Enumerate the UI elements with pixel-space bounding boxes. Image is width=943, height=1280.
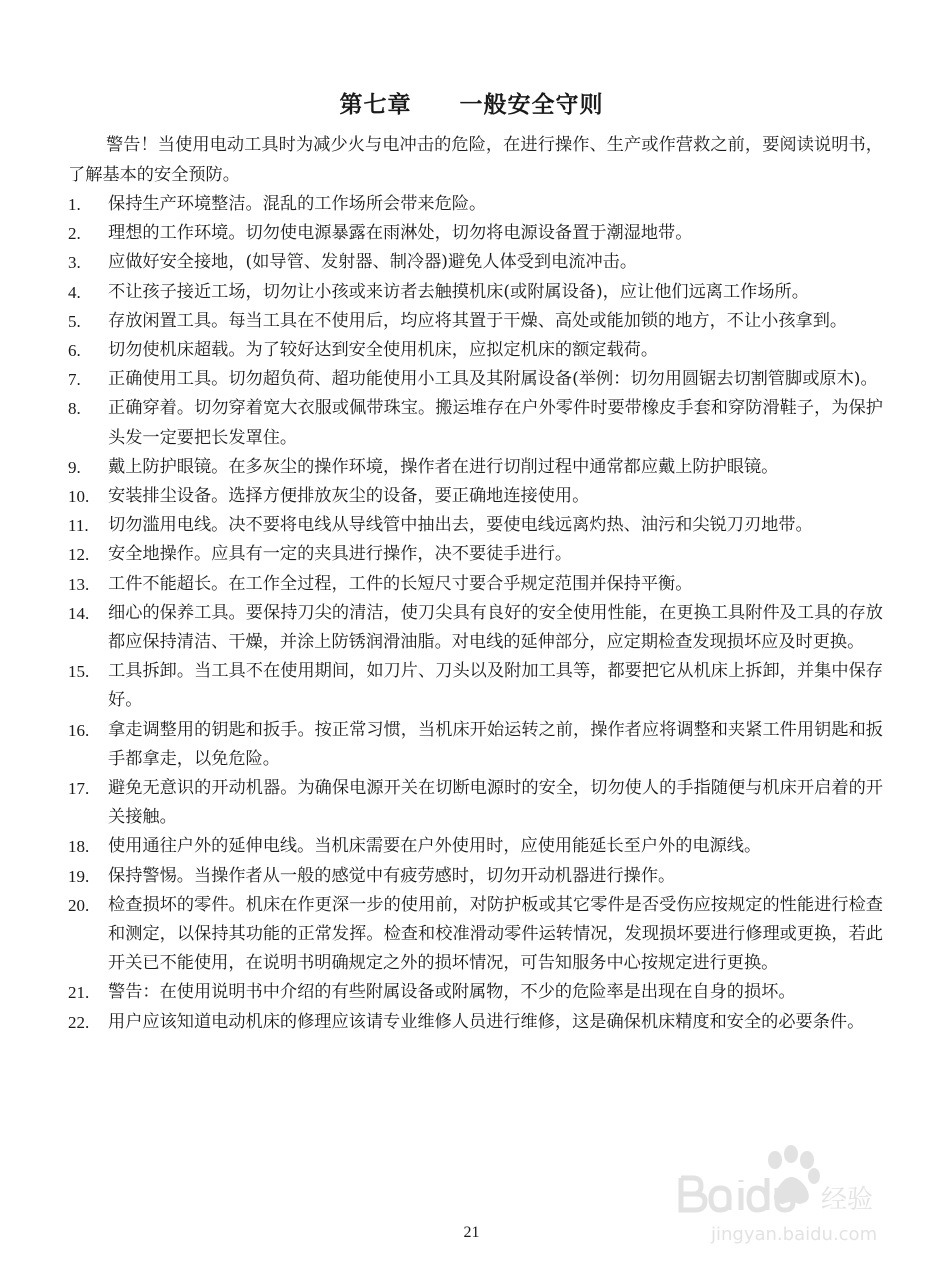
intro-warning: 警告！当使用电动工具时为减少火与电冲击的危险，在进行操作、生产或作营救之前，要阅读说明书，了解基本的安全预防。: [68, 135, 883, 185]
rule-item: [68, 453, 883, 482]
rule-number: 6.: [68, 341, 81, 361]
rule-text: 使用通往户外的延伸电线。当机床需要在户外使用时，应使用能延长至户外的电源线。: [108, 836, 762, 857]
rule-item: [68, 891, 883, 979]
rule-item: [68, 365, 883, 394]
rule-item: [68, 978, 883, 1007]
rule-item: [68, 482, 883, 511]
rule-text: 不让孩子接近工场，切勿让小孩或来访者去触摸机床(或附属设备)，应让他们远离工作场所。: [108, 281, 809, 302]
page-number: 21: [463, 1224, 480, 1241]
rule-item: [68, 832, 883, 861]
rule-number: 18.: [68, 837, 90, 857]
rule-number: 2.: [68, 224, 81, 244]
rule-text: 用户应该知道电动机床的修理应该请专业维修人员进行维修，这是确保机床精度和安全的必要条件。: [108, 1011, 865, 1032]
rule-item: [68, 248, 883, 277]
rule-text: 正确穿着。切勿穿着宽大衣服或佩带珠宝。搬运堆存在户外零件时要带橡皮手套和穿防滑鞋子，为保护头发一定要把长发罩住。: [108, 398, 883, 448]
rule-text: 安装排尘设备。选择方便排放灰尘的设备，要正确地连接使用。: [108, 486, 590, 507]
rule-text: 应做好安全接地，(如导管、发射器、制冷器)避免人体受到电流冲击。: [108, 252, 638, 273]
rule-text: 检查损坏的零件。机床在作更深一步的使用前，对防护板或其它零件是否受伤应按规定的性能进行检查和测定，以保持其功能的正常发挥。检查和校准滑动零件运转情况，发现损坏要进行修理或更换，若此开关已不能使用，在说明书明确规定之外的损坏情况，可告知服务中心按规定进行更换。: [108, 894, 883, 974]
rule-number: 19.: [68, 866, 90, 886]
rule-item: [68, 307, 883, 336]
rule-item: [68, 570, 883, 599]
rule-number: 3.: [68, 253, 81, 273]
rule-number: 15.: [68, 662, 90, 682]
rule-text: 戴上防护眼镜。在多灰尘的操作环境，操作者在进行切削过程中通常都应戴上防护眼镜。: [108, 456, 779, 477]
rule-text: 正确使用工具。切勿超负荷、超功能使用小工具及其附属设备(举例：切勿用圆锯去切割管脚或原木)。: [108, 369, 878, 390]
rule-text: 理想的工作环境。切勿使电源暴露在雨淋处，切勿将电源设备置于潮湿地带。: [108, 223, 693, 244]
rule-item: [68, 190, 883, 219]
watermark-brand-cn: 经验: [821, 1185, 874, 1215]
rule-number: 11.: [68, 516, 89, 536]
rule-number: 13.: [68, 574, 90, 594]
baidu-paw-logo-icon: [671, 1138, 881, 1248]
rule-text: 拿走调整用的钥匙和扳手。按正常习惯，当机床开始运转之前，操作者应将调整和夹紧工件用钥匙和扳手都拿走，以免危险。: [108, 719, 883, 769]
rule-number: 14.: [68, 603, 90, 623]
rule-text: 切勿使机床超载。为了较好达到安全使用机床，应拟定机床的额定载荷。: [108, 340, 659, 361]
rule-number: 5.: [68, 311, 81, 331]
watermark-url: jingyan.baidu.com: [711, 1224, 878, 1245]
rule-item: [68, 336, 883, 365]
rule-number: 12.: [68, 545, 90, 565]
rule-item: [68, 278, 883, 307]
rule-number: 21.: [68, 983, 90, 1003]
rule-item: [68, 540, 883, 569]
rule-text: 警告：在使用说明书中介绍的有些附属设备或附属物，不少的危险率是出现在自身的损坏。: [108, 982, 796, 1003]
rule-item: [68, 394, 883, 452]
rule-number: 9.: [68, 457, 81, 477]
baidu-jingyan-watermark: [671, 1138, 881, 1248]
rule-number: 16.: [68, 720, 90, 740]
rule-number: 17.: [68, 779, 90, 799]
rule-text: 工具拆卸。当工具不在使用期间，如刀片、刀头以及附加工具等，都要把它从机床上拆卸，并集中保存好。: [108, 661, 883, 711]
rule-text: 存放闲置工具。每当工具在不使用后，均应将其置于干燥、高处或能加锁的地方，不让小孩拿到。: [108, 310, 848, 331]
rule-text: 避免无意识的开动机器。为确保电源开关在切断电源时的安全，切勿使人的手指随便与机床开启着的开关接触。: [108, 778, 883, 828]
rule-item: [68, 511, 883, 540]
rule-text: 保持警惕。当操作者从一般的感觉中有疲劳感时，切勿开动机器进行操作。: [108, 865, 676, 886]
rule-text: 细心的保养工具。要保持刀尖的清洁，使刀尖具有良好的安全使用性能，在更换工具附件及工具的存放都应保持清洁、干燥，并涂上防锈润滑油脂。对电线的延伸部分，应定期检查发现损坏应及时更换。: [108, 602, 883, 653]
rule-text: 切勿滥用电线。决不要将电线从导线管中抽出去，要使电线远离灼热、油污和尖锐刀刃地带。: [108, 515, 813, 536]
rule-number: 8.: [68, 399, 81, 419]
rule-item: [68, 219, 883, 248]
rule-text: 保持生产环境整洁。混乱的工作场所会带来危险。: [108, 194, 487, 214]
rule-text: 工件不能超长。在工作全过程，工件的长短尺寸要合乎规定范围并保持平衡。: [108, 573, 693, 594]
chapter-title: 第七章 一般安全守则: [339, 91, 604, 118]
rule-item: [68, 599, 883, 657]
rule-item: [68, 862, 883, 891]
rule-number: 4.: [68, 282, 81, 302]
rule-number: 22.: [68, 1012, 90, 1032]
rule-number: 7.: [68, 370, 81, 390]
rule-number: 20.: [68, 895, 90, 915]
rule-text: 安全地操作。应具有一定的夹具进行操作，决不要徒手进行。: [108, 544, 573, 565]
rule-number: 1.: [68, 195, 81, 214]
rule-item: [68, 774, 883, 832]
rule-number: 10.: [68, 487, 90, 507]
rule-item: [68, 657, 883, 715]
rule-item: [68, 716, 883, 774]
rule-item: [68, 1008, 883, 1037]
safety-rules-list: [68, 190, 883, 1037]
